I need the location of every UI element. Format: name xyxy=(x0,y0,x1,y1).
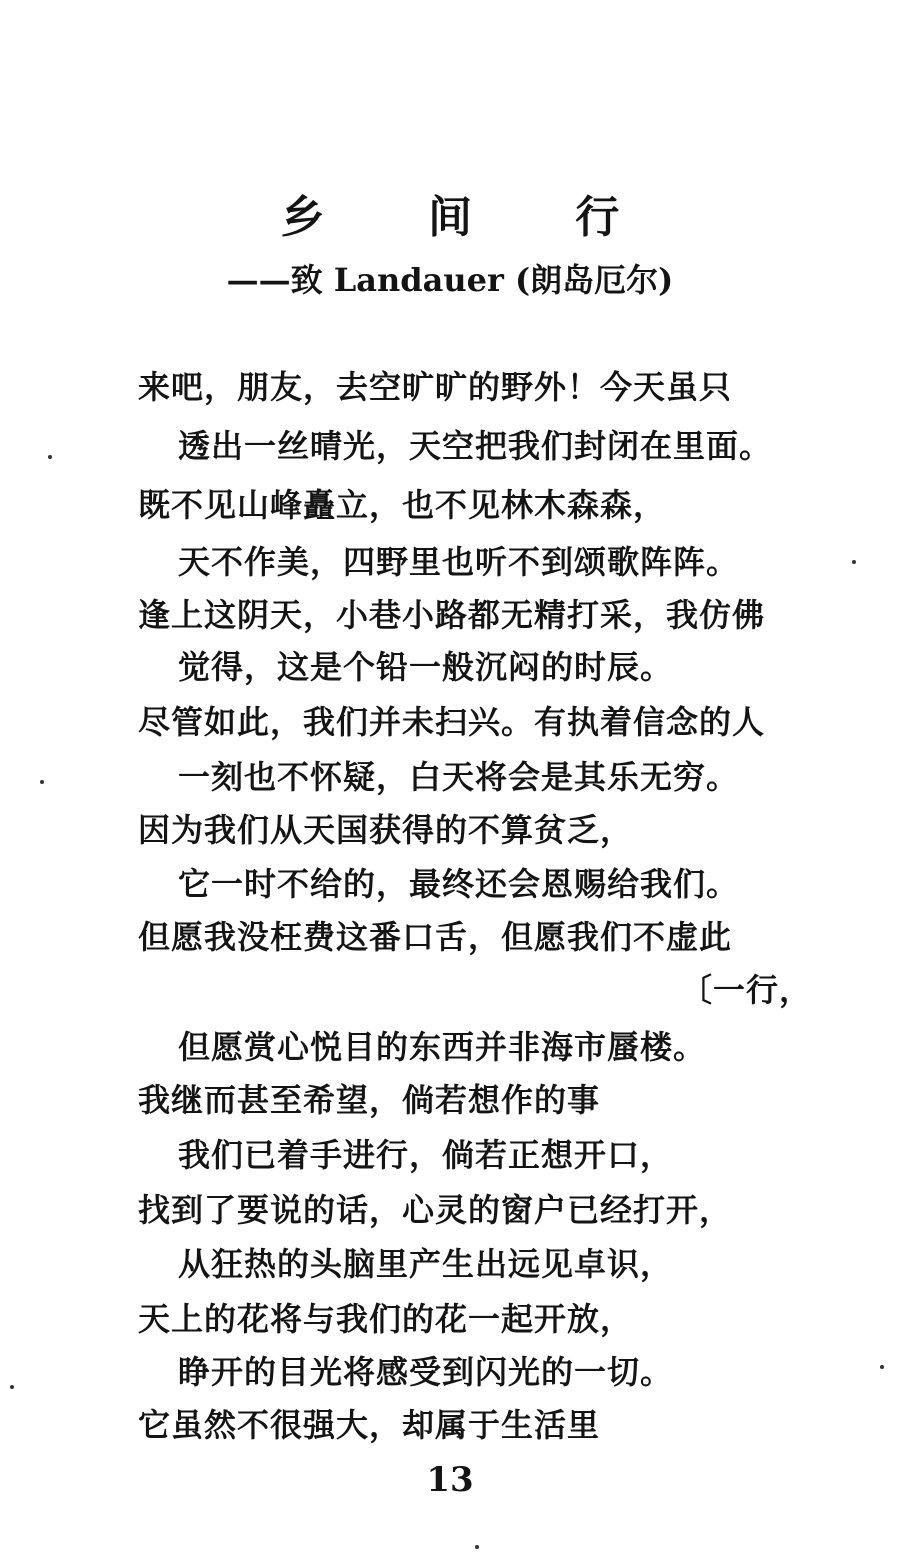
poem-line: 但愿赏心悦目的东西并非海市蜃楼。 xyxy=(178,1028,707,1066)
scan-speck xyxy=(10,1385,14,1389)
poem-line: 但愿我没枉费这番口舌，但愿我们不虚此 xyxy=(138,918,733,956)
poem-line: 它一时不给的，最终还会恩赐给我们。 xyxy=(178,865,740,903)
scan-speck xyxy=(880,1365,884,1369)
poem-line: 从狂热的头脑里产生出远见卓识， xyxy=(178,1245,674,1283)
scan-speck xyxy=(852,560,856,564)
poem-line: 来吧，朋友，去空旷旷的野外！今天虽只 xyxy=(138,368,733,406)
poem-line: 一刻也不怀疑，白天将会是其乐无穷。 xyxy=(178,758,740,796)
poem-dedication: ——致 Landauer (朗岛厄尔) xyxy=(226,261,674,299)
poem-line: 睁开的目光将感受到闪光的一切。 xyxy=(178,1353,674,1391)
scan-speck xyxy=(40,780,44,784)
poem-line: 尽管如此，我们并未扫兴。有执着信念的人 xyxy=(138,703,766,741)
poem-line: 透出一丝晴光，天空把我们封闭在里面。 xyxy=(178,427,773,465)
poem-line: 逢上这阴天，小巷小路都无精打采，我仿佛 xyxy=(138,596,766,634)
poem-line: 觉得，这是个铅一般沉闷的时辰。 xyxy=(178,648,674,686)
poem-line: 既不见山峰矗立，也不见林木森森， xyxy=(138,486,667,524)
poem-line: 因为我们从天国获得的不算贫乏， xyxy=(138,811,634,849)
poem-line: 天不作美，四野里也听不到颂歌阵阵。 xyxy=(178,543,740,581)
poem-line: 我继而甚至希望，倘若想作的事 xyxy=(138,1081,601,1119)
poem-line: 找到了要说的话，心灵的窗户已经打开， xyxy=(138,1191,733,1229)
poem-line: 它虽然不很强大，却属于生活里 xyxy=(138,1406,601,1444)
poem-line: 我们已着手进行，倘若正想开口， xyxy=(178,1136,674,1174)
poem-line: 天上的花将与我们的花一起开放， xyxy=(138,1300,634,1338)
scan-speck xyxy=(48,455,52,459)
scan-speck xyxy=(475,1545,479,1549)
poem-line-continuation: 〔一行， xyxy=(680,971,813,1009)
poem-title: 乡 间 行 xyxy=(280,192,664,243)
page-number: 13 xyxy=(426,1460,474,1500)
